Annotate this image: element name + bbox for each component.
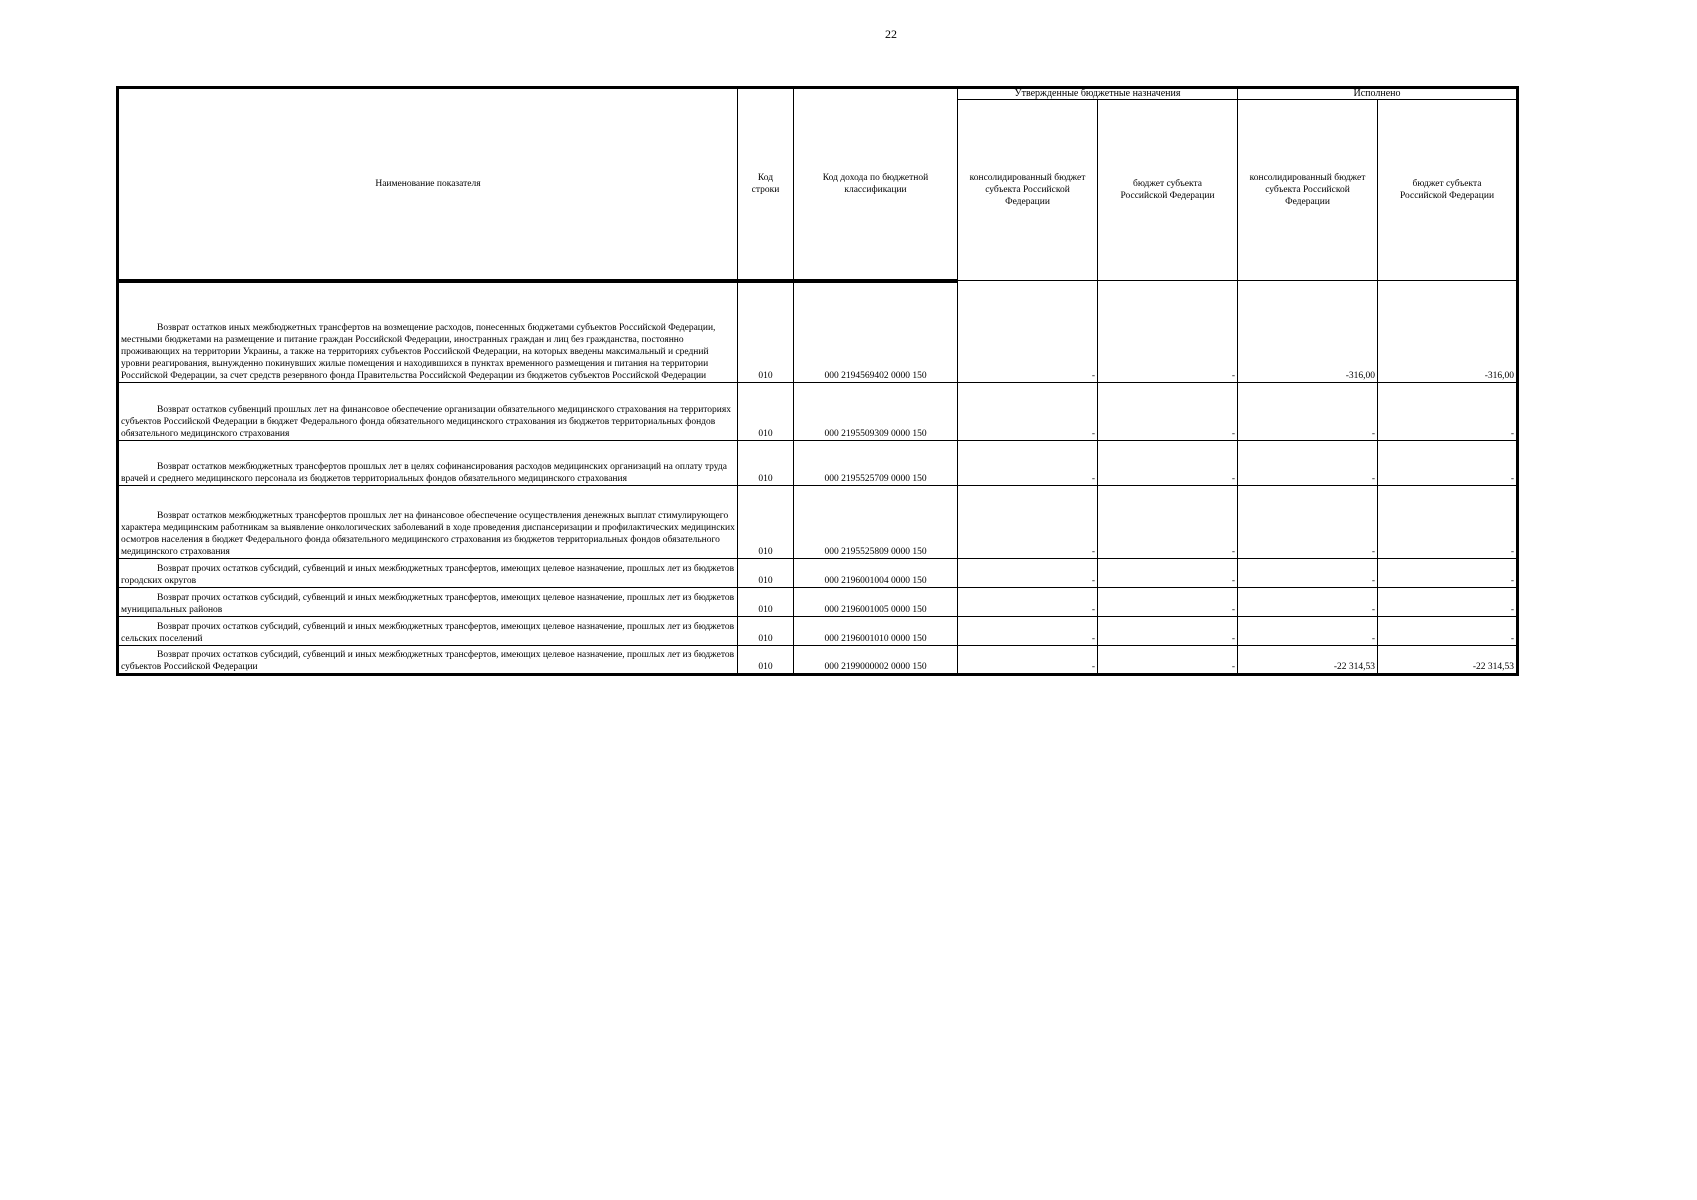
row-executed-consolidated: -	[1238, 559, 1378, 588]
row-approved-subject: -	[1098, 559, 1238, 588]
row-approved-subject: -	[1098, 383, 1238, 441]
table-row	[118, 559, 1518, 588]
header-approved-subject-text: бюджет субъекта Российской Федерации	[1120, 179, 1215, 201]
row-name: Возврат прочих остатков субсидий, субвенций и иных межбюджетных трансфертов, имеющих целевое назначение, прошлых лет из бюджетов городских округов	[118, 559, 738, 588]
row-approved-consolidated: -	[958, 588, 1098, 617]
row-approved-consolidated: -	[958, 617, 1098, 646]
row-name: Возврат остатков межбюджетных трансфертов прошлых лет в целях софинансирования расходов медицинских организаций на оплату труда врачей и среднего медицинского персонала из бюджетов территориальных фондов обязательного медицинского страхования	[118, 441, 738, 486]
header-approved-subject	[1098, 100, 1238, 281]
row-name: Возврат прочих остатков субсидий, субвенций и иных межбюджетных трансфертов, имеющих целевое назначение, прошлых лет из бюджетов субъектов Российской Федерации	[118, 646, 738, 675]
header-name-text: Наименование показателя	[375, 178, 481, 189]
header-approved-consolidated	[958, 100, 1098, 281]
row-executed-consolidated: -22 314,53	[1238, 646, 1378, 675]
header-executed-consolidated-text: консолидированный бюджет субъекта Российской Федерации	[1249, 173, 1366, 207]
row-executed-consolidated: -	[1238, 588, 1378, 617]
row-approved-subject: -	[1098, 646, 1238, 675]
row-approved-consolidated: -	[958, 281, 1098, 383]
row-approved-consolidated: -	[958, 646, 1098, 675]
row-code: 010	[738, 441, 794, 486]
table-row	[118, 617, 1518, 646]
header-group-executed: Исполнено	[1238, 88, 1518, 100]
row-code: 010	[738, 646, 794, 675]
table-row	[118, 383, 1518, 441]
row-approved-consolidated: -	[958, 559, 1098, 588]
row-kbk: 000 2196001010 0000 150	[794, 617, 958, 646]
row-executed-consolidated: -	[1238, 617, 1378, 646]
row-code: 010	[738, 588, 794, 617]
row-executed-subject: -	[1378, 559, 1518, 588]
row-executed-consolidated: -316,00	[1238, 281, 1378, 383]
table-row	[118, 486, 1518, 559]
row-code: 010	[738, 383, 794, 441]
header-code	[738, 88, 794, 281]
header-approved-consolidated-text: консолидированный бюджет субъекта Российской Федерации	[969, 173, 1086, 207]
row-executed-subject: -	[1378, 588, 1518, 617]
row-approved-subject: -	[1098, 441, 1238, 486]
table-row	[118, 441, 1518, 486]
row-kbk: 000 2195525709 0000 150	[794, 441, 958, 486]
row-kbk: 000 2199000002 0000 150	[794, 646, 958, 675]
row-kbk: 000 2194569402 0000 150	[794, 281, 958, 383]
row-approved-consolidated: -	[958, 441, 1098, 486]
row-approved-subject: -	[1098, 486, 1238, 559]
header-name	[118, 88, 738, 281]
budget-report-table	[116, 86, 1519, 676]
header-executed-subject	[1378, 100, 1518, 281]
row-name: Возврат прочих остатков субсидий, субвенций и иных межбюджетных трансфертов, имеющих целевое назначение, прошлых лет из бюджетов сельских поселений	[118, 617, 738, 646]
row-executed-consolidated: -	[1238, 486, 1378, 559]
row-executed-consolidated: -	[1238, 441, 1378, 486]
row-executed-subject: -	[1378, 383, 1518, 441]
row-approved-consolidated: -	[958, 383, 1098, 441]
row-approved-consolidated: -	[958, 486, 1098, 559]
page-number: 22	[885, 27, 897, 41]
row-kbk: 000 2196001005 0000 150	[794, 588, 958, 617]
table-row	[118, 281, 1518, 383]
row-kbk: 000 2195509309 0000 150	[794, 383, 958, 441]
row-executed-consolidated: -	[1238, 383, 1378, 441]
row-code: 010	[738, 281, 794, 383]
row-name: Возврат остатков иных межбюджетных трансфертов на возмещение расходов, понесенных бюджетами субъектов Российской Федерации, местными бюджетами на размещение и питание граждан Российской Федерации, иностранных граждан и лиц без гражданства, постоянно проживающих на территории Украины, а также на территориях субъектов Российской Федерации, на которых введены максимальный и средний уровни реагирования, вынужденно покинувших жилые помещения и находившихся в пунктах временного размещения и питания на территории Российской Федерации, за счет средств резервного фонда Правительства Российской Федерации из бюджетов субъектов Российской Федерации	[118, 281, 738, 383]
row-kbk: 000 2196001004 0000 150	[794, 559, 958, 588]
row-approved-subject: -	[1098, 588, 1238, 617]
row-name: Возврат остатков межбюджетных трансфертов прошлых лет на финансовое обеспечение осуществления денежных выплат стимулирующего характера медицинским работникам за выявление онкологических заболеваний в ходе проведения диспансеризации и профилактических медицинских осмотров населения в бюджет Федерального фонда обязательного медицинского страхования из бюджетов территориальных фондов обязательного медицинского страхования	[118, 486, 738, 559]
row-kbk: 000 2195525809 0000 150	[794, 486, 958, 559]
header-kbk-text: Код дохода по бюджетной классификации	[822, 172, 929, 195]
header-executed-subject-text: бюджет субъекта Российской Федерации	[1399, 179, 1495, 201]
header-row-groups	[118, 88, 1518, 100]
row-code: 010	[738, 559, 794, 588]
row-code: 010	[738, 486, 794, 559]
header-executed-consolidated	[1238, 100, 1378, 281]
row-name: Возврат остатков субвенций прошлых лет на финансовое обеспечение организации обязательного медицинского страхования на территориях субъектов Российской Федерации в бюджет Федерального фонда обязательного медицинского страхования из бюджетов территориальных фондов обязательного медицинского страхования	[118, 383, 738, 441]
table-row	[118, 646, 1518, 675]
table-row	[118, 588, 1518, 617]
row-code: 010	[738, 617, 794, 646]
row-executed-subject: -	[1378, 486, 1518, 559]
header-code-text: Код строки	[751, 172, 780, 195]
row-executed-subject: -22 314,53	[1378, 646, 1518, 675]
row-executed-subject: -	[1378, 617, 1518, 646]
row-name: Возврат прочих остатков субсидий, субвенций и иных межбюджетных трансфертов, имеющих целевое назначение, прошлых лет из бюджетов муниципальных районов	[118, 588, 738, 617]
row-executed-subject: -	[1378, 441, 1518, 486]
header-kbk	[794, 88, 958, 281]
row-executed-subject: -316,00	[1378, 281, 1518, 383]
header-group-approved: Утвержденные бюджетные назначения	[958, 88, 1238, 100]
row-approved-subject: -	[1098, 281, 1238, 383]
row-approved-subject: -	[1098, 617, 1238, 646]
